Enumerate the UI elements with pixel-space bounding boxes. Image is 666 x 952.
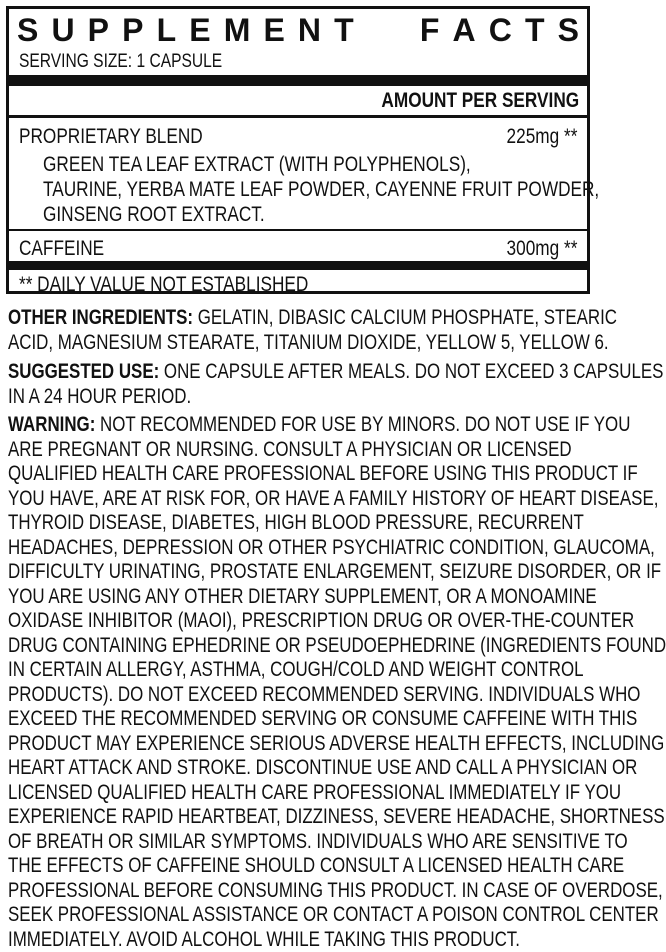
blend-ingredient-line: GREEN TEA LEAF EXTRACT (WITH POLYPHENOLS), [43,153,471,177]
other-ingredients-section [8,306,588,355]
divider [9,115,587,118]
warning-text: THYROID DISEASE, DIABETES, HIGH BLOOD PRESSURE, RECURRENT [8,511,588,536]
caffeine-name: CAFFEINE [19,237,104,261]
warning-label: WARNING: [8,413,95,436]
warning-text: NOT RECOMMENDED FOR USE BY MINORS. DO NOT USE IF YOU [95,413,630,436]
amount-per-serving-header: AMOUNT PER SERVING [381,89,579,113]
warning-text: SEEK PROFESSIONAL ASSISTANCE OR CONTACT A POISON CONTROL CENTER [8,903,588,928]
suggested-use-text: ONE CAPSULE AFTER MEALS. DO NOT EXCEED 3 CAPSULES [159,360,663,383]
warning-text: IN CERTAIN ALLERGY, ASTHMA, COUGH/COLD AND WEIGHT CONTROL [8,658,588,683]
blend-ingredient-line: TAURINE, YERBA MATE LEAF POWDER, CAYENNE FRUIT POWDER, [43,178,599,202]
blend-ingredient-line: GINSENG ROOT EXTRACT. [43,203,265,227]
warning-text: IMMEDIATELY. AVOID ALCOHOL WHILE TAKING THIS PRODUCT. [8,928,588,952]
other-ingredients-label: OTHER INGREDIENTS: [8,306,193,329]
serving-size: SERVING SIZE: 1 CAPSULE [19,51,222,73]
suggested-use-label: SUGGESTED USE: [8,360,159,383]
warning-text: PROFESSIONAL BEFORE CONSUMING THIS PRODUCT. IN CASE OF OVERDOSE, [8,879,588,904]
supplement-facts-panel [6,6,590,294]
proprietary-blend-name: PROPRIETARY BLEND [19,125,203,149]
suggested-use-text: IN A 24 HOUR PERIOD. [8,385,588,410]
warning-text: PRODUCTS). DO NOT EXCEED RECOMMENDED SERVING. INDIVIDUALS WHO [8,683,588,708]
warning-text: QUALIFIED HEALTH CARE PROFESSIONAL BEFORE USING THIS PRODUCT IF [8,462,588,487]
other-ingredients-text: GELATIN, DIBASIC CALCIUM PHOSPHATE, STEARIC [193,306,617,329]
warning-text: HEADACHES, DEPRESSION OR OTHER PSYCHIATRIC CONDITION, GLAUCOMA, [8,536,588,561]
warning-text: DRUG CONTAINING EPHEDRINE OR PSEUDOEPHEDRINE (INGREDIENTS FOUND [8,634,588,659]
thick-divider [9,75,587,86]
warning-text: ARE PREGNANT OR NURSING. CONSULT A PHYSICIAN OR LICENSED [8,438,588,463]
warning-section [8,413,588,952]
thick-divider [9,261,587,270]
warning-text: OF BREATH OR SIMILAR SYMPTOMS. INDIVIDUALS WHO ARE SENSITIVE TO [8,830,588,855]
warning-text: DIFFICULTY URINATING, PROSTATE ENLARGEMENT, SEIZURE DISORDER, OR IF [8,560,588,585]
supplement-facts-title: S U P P L E M E N T F A C T S [17,13,579,47]
warning-text: EXPERIENCE RAPID HEARTBEAT, DIZZINESS, SEVERE HEADACHE, SHORTNESS [8,805,588,830]
proprietary-blend-amount: 225mg ** [506,125,577,149]
warning-text: PRODUCT MAY EXPERIENCE SERIOUS ADVERSE HEALTH EFFECTS, INCLUDING [8,732,588,757]
warning-text: THE EFFECTS OF CAFFEINE SHOULD CONSULT A LICENSED HEALTH CARE [8,854,588,879]
daily-value-note: ** DAILY VALUE NOT ESTABLISHED [19,273,308,297]
divider [9,229,587,231]
warning-text: EXCEED THE RECOMMENDED SERVING OR CONSUME CAFFEINE WITH THIS [8,707,588,732]
caffeine-amount: 300mg ** [506,237,577,261]
warning-text: OXIDASE INHIBITOR (MAOI), PRESCRIPTION DRUG OR OVER-THE-COUNTER [8,609,588,634]
warning-text: YOU ARE USING ANY OTHER DIETARY SUPPLEMENT, OR A MONOAMINE [8,585,588,610]
other-ingredients-text: ACID, MAGNESIUM STEARATE, TITANIUM DIOXIDE, YELLOW 5, YELLOW 6. [8,331,588,356]
warning-text: HEART ATTACK AND STROKE. DISCONTINUE USE AND CALL A PHYSICIAN OR [8,756,588,781]
suggested-use-section [8,360,588,409]
warning-text: LICENSED QUALIFIED HEALTH CARE PROFESSIONAL IMMEDIATELY IF YOU [8,781,588,806]
warning-text: YOU HAVE, ARE AT RISK FOR, OR HAVE A FAMILY HISTORY OF HEART DISEASE, [8,487,588,512]
